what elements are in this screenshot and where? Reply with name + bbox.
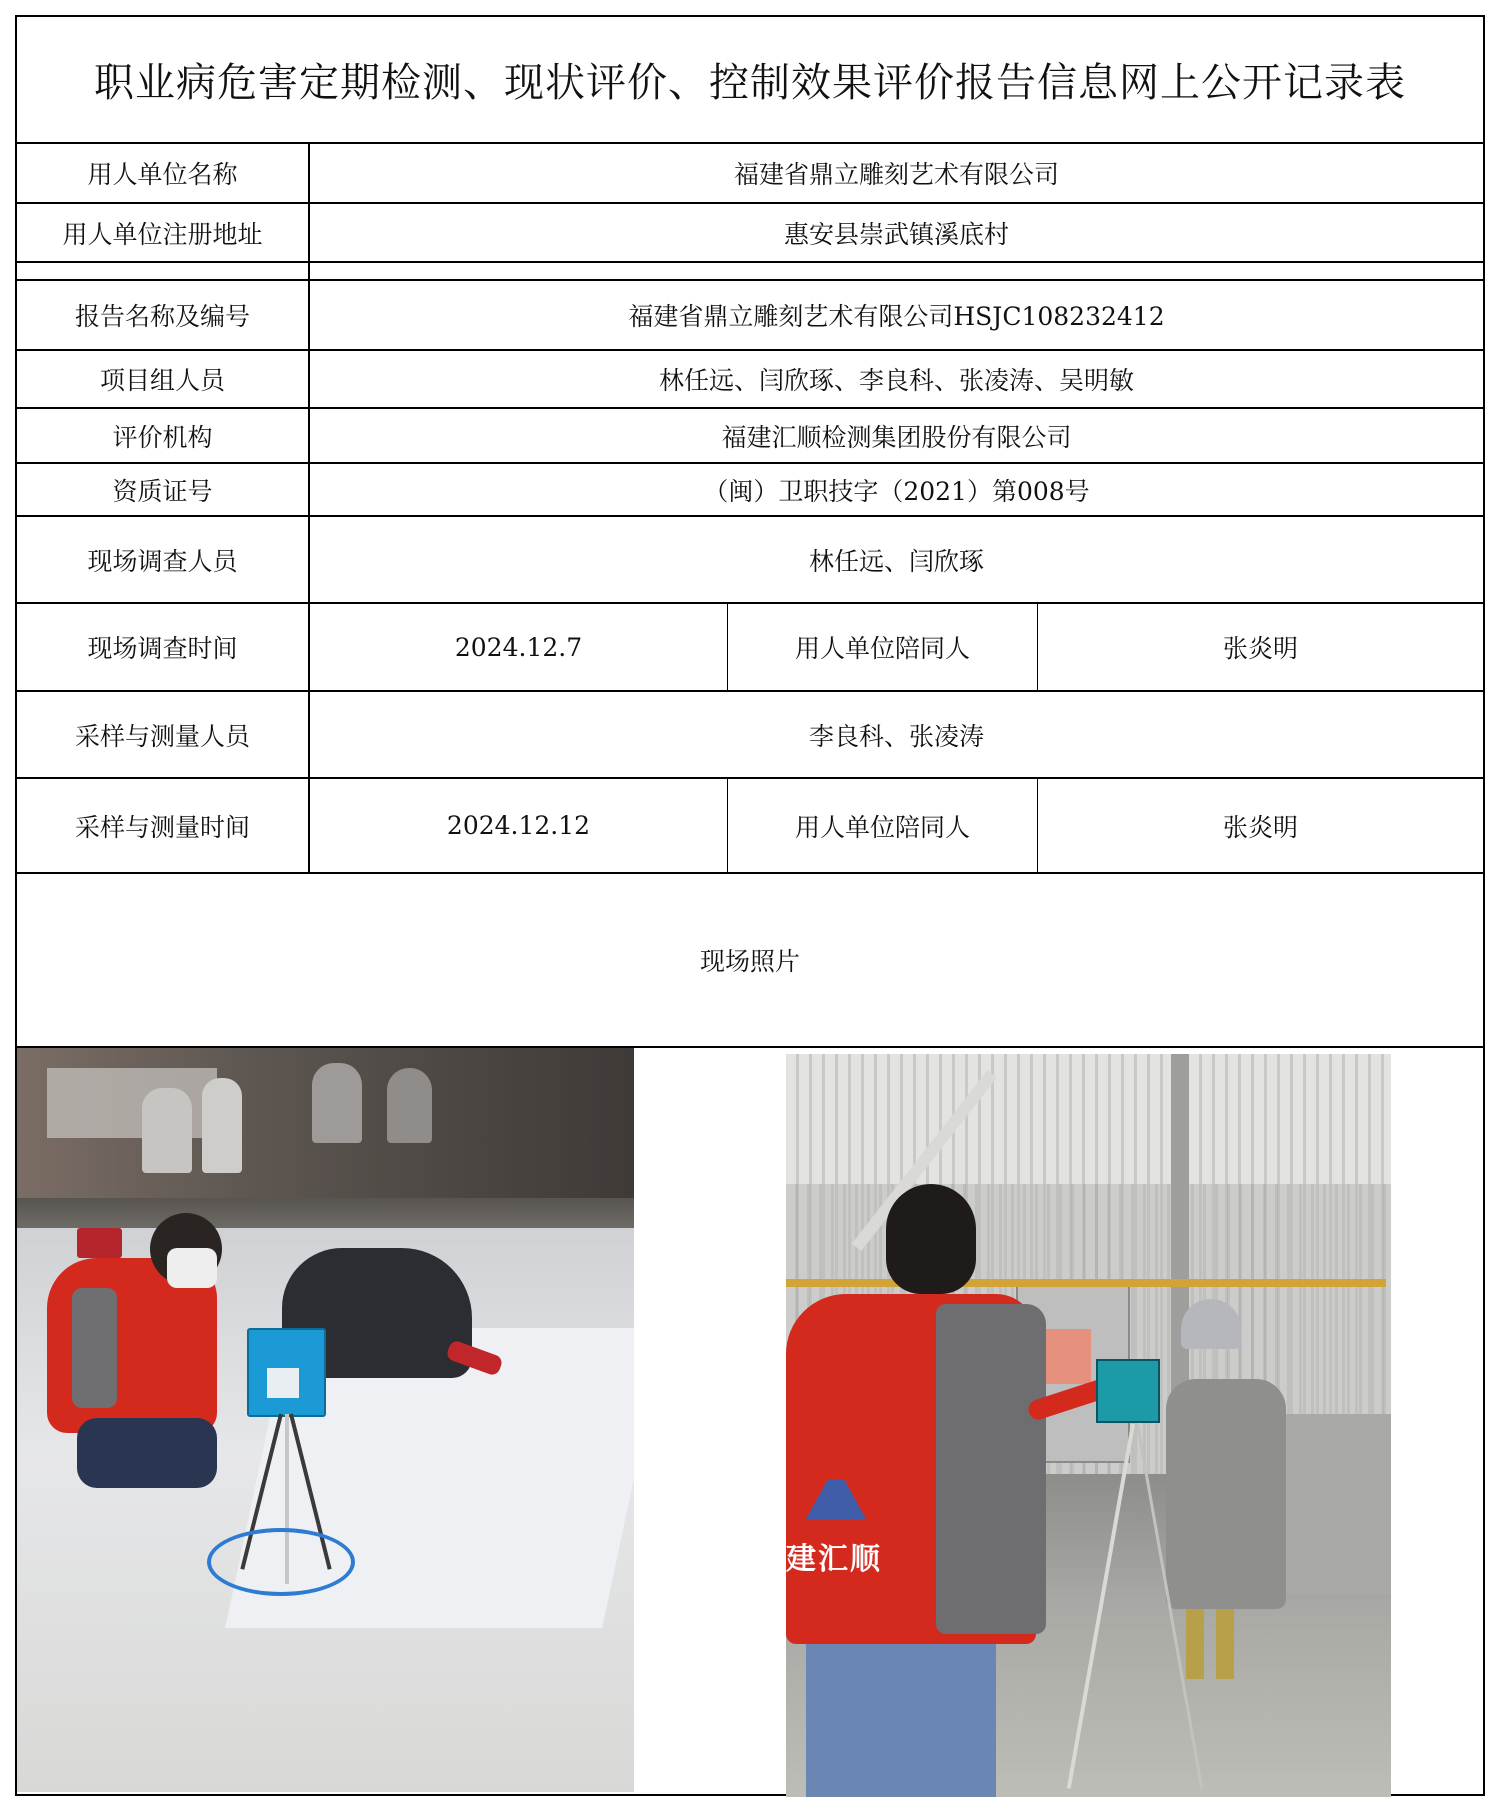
label-qualification-number: 资质证号 — [17, 464, 310, 515]
photo-statue — [312, 1063, 362, 1143]
row-site-photos-label — [17, 872, 1483, 1046]
label-survey-companion: 用人单位陪同人 — [728, 604, 1038, 690]
value-employer-name: 福建省鼎立雕刻艺术有限公司 — [733, 160, 1059, 189]
site-photo-1 — [17, 1048, 634, 1792]
row-employer-address — [17, 202, 1483, 261]
value-evaluation-agency: 福建汇顺检测集团股份有限公司 — [721, 422, 1072, 452]
row-sampling-time — [17, 777, 1483, 872]
label-sampling-time: 采样与测量时间 — [17, 779, 310, 872]
row-evaluation-agency — [17, 407, 1483, 462]
photo-rubber-boot — [1216, 1609, 1234, 1679]
photo-statue — [387, 1068, 432, 1143]
value-survey-time: 2024.12.7 — [310, 604, 728, 690]
photo-jacket-panel — [72, 1288, 117, 1408]
label-evaluation-agency: 评价机构 — [17, 409, 310, 462]
photo-machine-rail — [786, 1279, 1386, 1287]
site-photos — [17, 1046, 1483, 1794]
label-survey-time: 现场调查时间 — [17, 604, 310, 690]
value-sampling-time: 2024.12.12 — [310, 779, 728, 872]
row-survey-time — [17, 602, 1483, 690]
value-survey-staff: 林任远、闫欣琢 — [808, 546, 984, 576]
row-sampling-staff — [17, 690, 1483, 777]
row-survey-staff — [17, 515, 1483, 602]
photo-sampler-label — [267, 1368, 299, 1398]
label-project-team: 项目组人员 — [17, 351, 310, 407]
photo-jacket-logo — [806, 1474, 866, 1519]
photo-person-head — [886, 1184, 976, 1294]
site-photo-2 — [786, 1054, 1391, 1797]
record-form — [15, 15, 1485, 1796]
value-sampling-companion: 张炎明 — [1222, 812, 1298, 842]
value-qualification-number: （闽）卫职技字（2021）第008号 — [703, 476, 1090, 506]
photo-blue-hose — [207, 1528, 355, 1596]
label-report-name: 报告名称及编号 — [17, 281, 310, 349]
label-site-photos: 现场照片 — [699, 947, 800, 976]
value-report-name: 福建省鼎立雕刻艺术有限公司HSJC108232412 — [310, 281, 1483, 349]
photo-toolbox — [77, 1228, 122, 1258]
page-title: 职业病危害定期检测、现状评价、控制效果评价报告信息网上公开记录表 — [94, 60, 1406, 106]
row-report-name — [17, 279, 1483, 349]
label-employer-name: 用人单位名称 — [17, 144, 310, 202]
row-qualification-number — [17, 462, 1483, 515]
value-sampling-staff: 李良科、张凌涛 — [808, 721, 984, 751]
photo-worker — [1166, 1379, 1286, 1609]
row-project-team — [17, 349, 1483, 407]
photo-jeans — [806, 1644, 996, 1797]
row-employer-name — [17, 142, 1483, 202]
value-employer-address: 惠安县崇武镇溪底村 — [783, 219, 1009, 249]
label-employer-address: 用人单位注册地址 — [17, 204, 310, 261]
photo-statue — [142, 1088, 192, 1173]
photo-sampler-device — [1096, 1359, 1160, 1423]
label-sampling-companion: 用人单位陪同人 — [728, 779, 1038, 872]
photo-face-mask — [167, 1248, 217, 1288]
photo-jeans — [77, 1418, 217, 1488]
photo-jacket-panel — [936, 1304, 1046, 1634]
label-survey-staff: 现场调查人员 — [17, 517, 310, 602]
photo-rubber-boot — [1186, 1609, 1204, 1679]
value-project-team: 林任远、闫欣琢、李良科、张凌涛、吴明敏 — [658, 366, 1134, 395]
photo-statue — [202, 1078, 242, 1173]
label-sampling-staff: 采样与测量人员 — [17, 692, 310, 777]
value-survey-companion: 张炎明 — [1222, 634, 1298, 663]
photo-jacket-text: 建汇顺 — [786, 1542, 882, 1577]
